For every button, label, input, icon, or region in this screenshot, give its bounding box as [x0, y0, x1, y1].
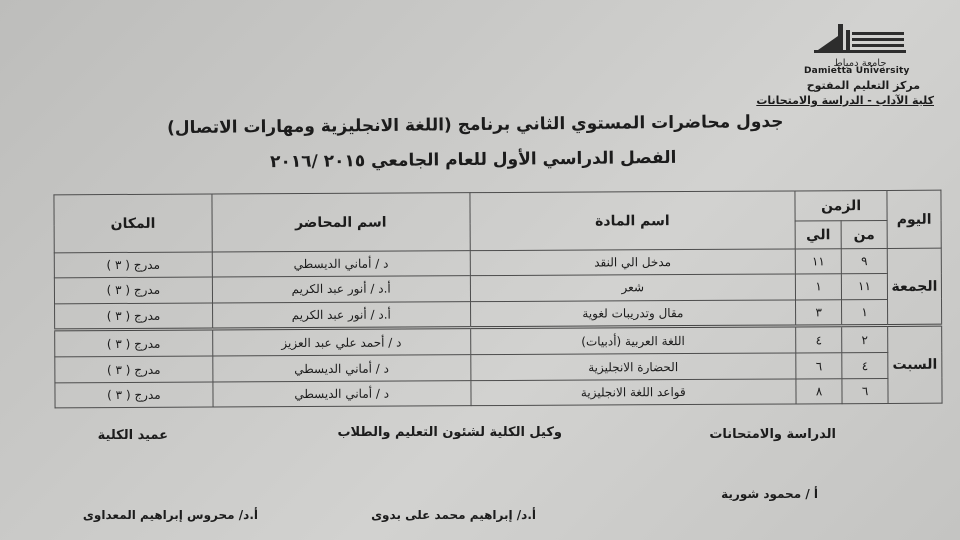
- subject-cell: اللغة العربية (أدبيات): [470, 326, 796, 355]
- header-to: الي: [795, 221, 841, 249]
- signature-vice-dean-title: وكيل الكلية لشئون التعليم والطلاب: [337, 425, 562, 440]
- to-cell: ٤: [796, 326, 842, 353]
- subject-cell: الحضارة الانجليزية: [470, 353, 796, 380]
- signature-dean-title: عميد الكلية: [97, 428, 168, 443]
- university-name-ar: جامعة دمياط: [833, 58, 887, 69]
- page-subtitle: الفصل الدراسي الأول للعام الجامعي ٢٠١٥ /٢٠١٦: [269, 147, 677, 173]
- place-cell: مدرج ( ٣ ): [55, 303, 213, 331]
- signature-vice-dean-name: أ.د/ إبراهيم محمد على بدوى: [371, 508, 536, 522]
- place-cell: مدرج ( ٣ ): [54, 252, 212, 278]
- to-cell: ١: [795, 274, 841, 300]
- signature-dept-title: الدراسة والامتحانات: [709, 427, 836, 442]
- from-cell: ١: [842, 299, 888, 326]
- signature-dean-name: أ.د/ محروس إبراهيم المعداوى: [82, 508, 258, 522]
- lecturer-cell: أ.د / أنور عبد الكريم: [212, 276, 470, 303]
- page-title: جدول محاضرات المستوي الثاني برنامج (اللغة الانجليزية ومهارات الاتصال): [167, 111, 785, 139]
- place-cell: مدرج ( ٣ ): [55, 329, 213, 357]
- to-cell: ٣: [796, 299, 842, 326]
- from-cell: ٤: [842, 353, 888, 379]
- subject-cell: قواعد اللغة الانجليزية: [470, 379, 796, 406]
- subject-cell: مقال وتدريبات لغوية: [470, 299, 796, 328]
- to-cell: ٦: [796, 353, 842, 379]
- schedule-table: [53, 190, 942, 409]
- header-time: الزمن: [795, 190, 887, 220]
- day-cell: الجمعة: [887, 248, 941, 326]
- subject-cell: شعر: [470, 274, 796, 301]
- from-cell: ٦: [842, 378, 888, 404]
- to-cell: ١١: [795, 249, 841, 275]
- subject-cell: مدخل الي النقد: [470, 249, 796, 276]
- center-name: مركز التعليم المفتوح: [806, 79, 920, 92]
- lecturer-cell: أ.د / أنور عبد الكريم: [212, 301, 470, 329]
- header-subject: اسم المادة: [469, 191, 795, 251]
- lecturer-cell: د / أماني الديسطي: [212, 251, 470, 278]
- lecturer-cell: د / أماني الديسطي: [213, 355, 471, 382]
- lecturer-cell: د / أحمد علي عبد العزيز: [213, 328, 471, 356]
- from-cell: ١١: [841, 274, 887, 300]
- lecturer-cell: د / أماني الديسطي: [213, 380, 471, 407]
- place-cell: مدرج ( ٣ ): [55, 356, 213, 382]
- header-place: المكان: [54, 194, 212, 253]
- signature-dept-name: أ / محمود شورية: [721, 487, 818, 501]
- header-day: اليوم: [887, 190, 941, 248]
- table-row: [55, 378, 942, 408]
- university-name-en: Damietta University: [804, 66, 910, 76]
- header-lecturer: اسم المحاضر: [212, 193, 470, 252]
- day-cell: السبت: [888, 326, 942, 404]
- place-cell: مدرج ( ٣ ): [55, 382, 213, 408]
- to-cell: ٨: [796, 378, 842, 404]
- from-cell: ٢: [842, 326, 888, 353]
- from-cell: ٩: [841, 248, 887, 274]
- faculty-name: كلية الآداب - الدراسة والامتحانات: [756, 94, 934, 107]
- header-from: من: [841, 220, 887, 248]
- place-cell: مدرج ( ٣ ): [54, 277, 212, 303]
